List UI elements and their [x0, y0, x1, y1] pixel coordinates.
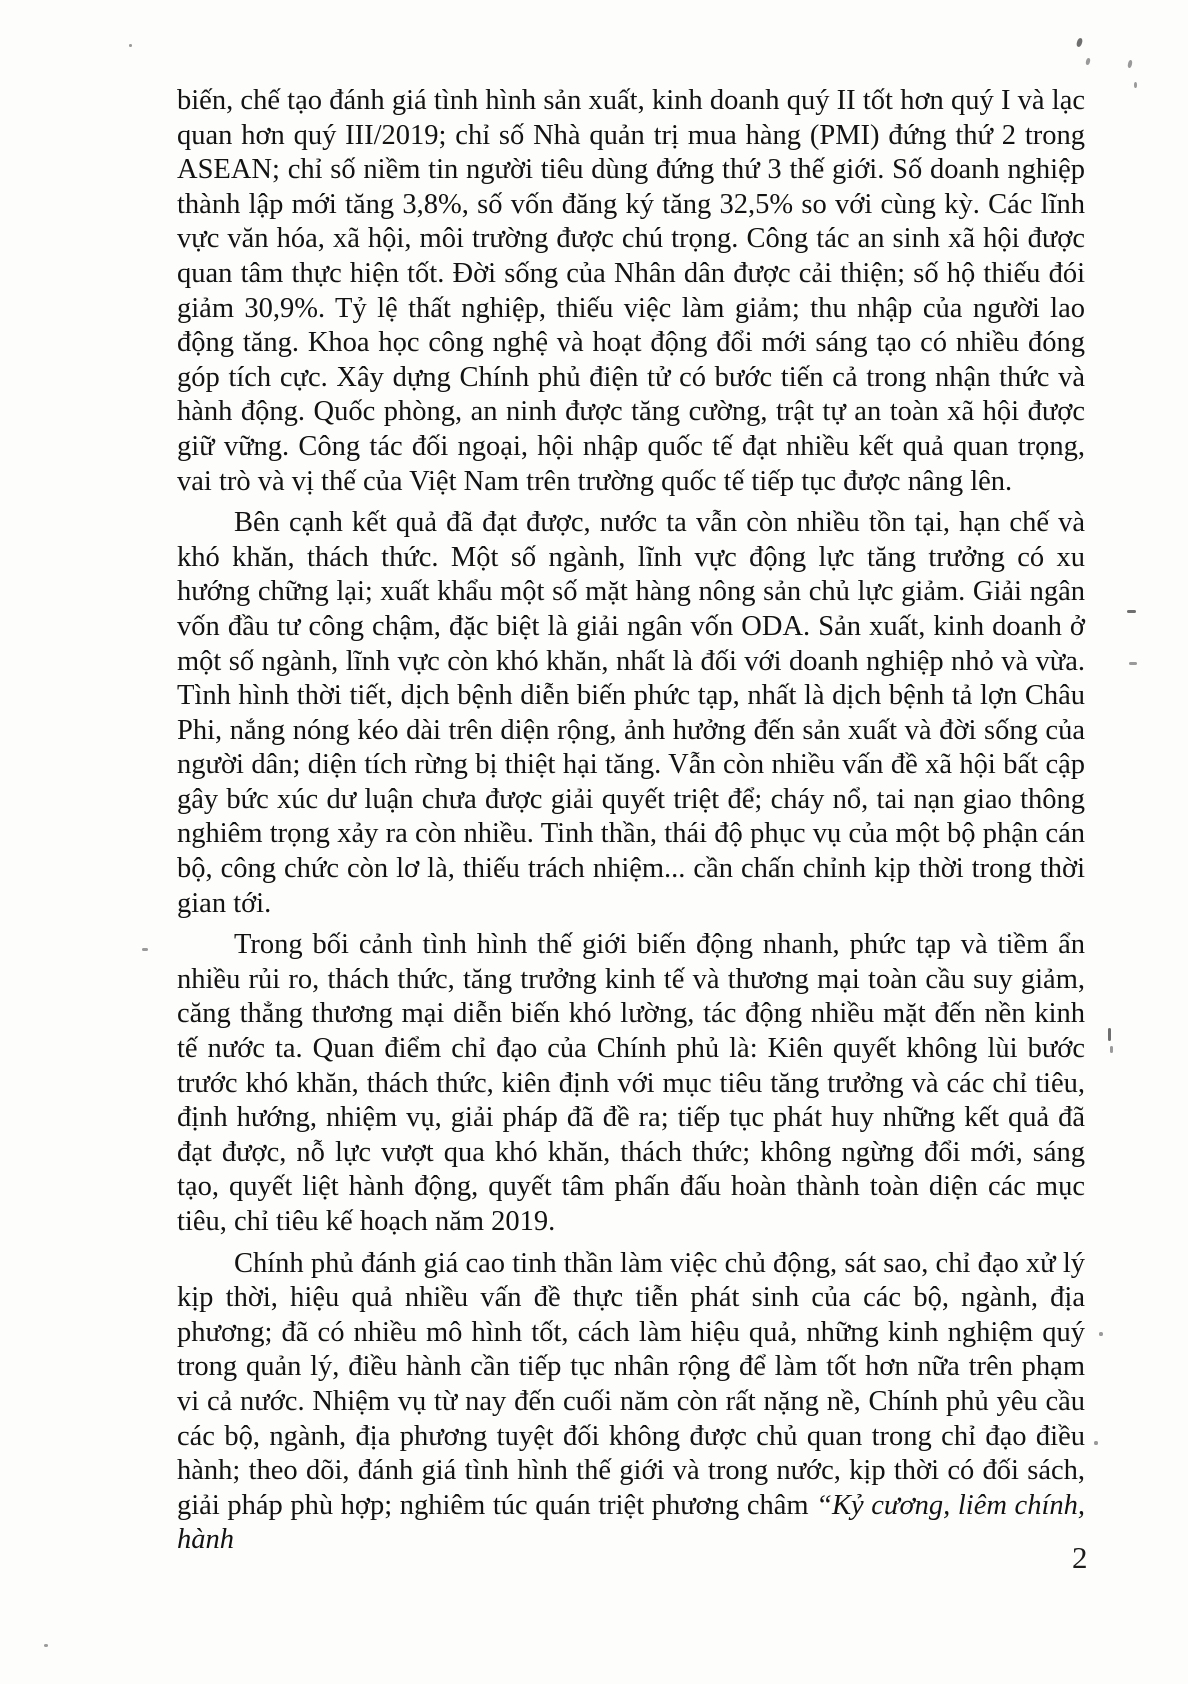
page-number: 2 — [1072, 1540, 1088, 1575]
paragraph-government-viewpoint: Trong bối cảnh tình hình thế giới biến động nhanh, phức tạp và tiềm ẩn nhiều rủi ro, thách thức, tăng trưởng kinh tế và thương mại toàn cầu suy giảm, căng thẳng thương mại diễn biến khó lường, tác động nhiều mặt đến nền kinh tế nước ta. Quan điểm chỉ đạo của Chính phủ là: Kiên quyết không lùi bước trước khó khăn, thách thức, kiên định với mục tiêu tăng trưởng và các chỉ tiêu, định hướng, nhiệm vụ, giải pháp đã đề ra; tiếp tục phát huy những kết quả đã đạt được, nỗ lực vượt qua khó khăn, thách thức; không ngừng đổi mới, sáng tạo, quyết liệt hành động, quyết tâm phấn đấu hoàn thành toàn diện các mục tiêu, chỉ tiêu kế hoạch năm 2019. — [177, 929, 1085, 1237]
scan-speckle — [1099, 1332, 1103, 1336]
paragraph-results-overview: biến, chế tạo đánh giá tình hình sản xuất, kinh doanh quý II tốt hơn quý I và lạc quan hơn quý III/2019; chỉ số Nhà quản trị mua hàng (PMI) đứng thứ 2 trong ASEAN; chỉ số niềm tin người tiêu dùng đứng thứ 3 thế giới. Số doanh nghiệp thành lập mới tăng 3,8%, số vốn đăng ký tăng 32,5% so với cùng kỳ. Các lĩnh vực văn hóa, xã hội, môi trường được chú trọng. Công tác an sinh xã hội được quan tâm thực hiện tốt. Đời sống của Nhân dân được cải thiện; số hộ thiếu đói giảm 30,9%. Tỷ lệ thất nghiệp, thiếu việc làm giảm; thu nhập của người lao động tăng. Khoa học công nghệ và hoạt động đổi mới sáng tạo có nhiều đóng góp tích cực. Xây dựng Chính phủ điện tử có bước tiến cả trong nhận thức và hành động. Quốc phòng, an ninh được tăng cường, trật tự an toàn xã hội được giữ vững. Công tác đối ngoại, hội nhập quốc tế đạt nhiều kết quả quan trọng, vai trò và vị thế của Việt Nam trên trường quốc tế tiếp tục được nâng lên. — [177, 85, 1085, 497]
scan-speckle — [1129, 662, 1137, 665]
page-body-text — [177, 84, 1085, 1565]
scan-speckle — [1134, 82, 1137, 88]
scan-speckle — [1076, 37, 1084, 47]
scan-speckle — [1108, 1028, 1111, 1041]
scan-speckle — [142, 948, 148, 951]
paragraph-government-request — [177, 1247, 1085, 1558]
scan-speckle — [129, 44, 132, 47]
scan-speckle — [44, 1644, 48, 1647]
motto-quote: “Kỷ cương, liêm chính, hành — [177, 1489, 1085, 1556]
scan-speckle — [1110, 1046, 1113, 1053]
scan-speckle — [1094, 1441, 1098, 1445]
scan-speckle — [1127, 610, 1136, 613]
scan-speckle — [1127, 60, 1133, 69]
paragraph-shortcomings: Bên cạnh kết quả đã đạt được, nước ta vẫn còn nhiều tồn tại, hạn chế và khó khăn, thách thức. Một số ngành, lĩnh vực động lực tăng trưởng có xu hướng chững lại; xuất khẩu một số mặt hàng nông sản chủ lực giảm. Giải ngân vốn đầu tư công chậm, đặc biệt là giải ngân vốn ODA. Sản xuất, kinh doanh ở một số ngành, lĩnh vực còn khó khăn, nhất là đối với doanh nghiệp nhỏ và vừa. Tình hình thời tiết, dịch bệnh diễn biến phức tạp, nhất là dịch bệnh tả lợn Châu Phi, nắng nóng kéo dài trên diện rộng, ảnh hưởng đến sản xuất và đời sống của người dân; diện tích rừng bị thiệt hại tăng. Vẫn còn nhiều vấn đề xã hội bất cập gây bức xúc dư luận chưa được giải quyết triệt để; cháy nổ, tai nạn giao thông nghiêm trọng xảy ra còn nhiều. Tinh thần, thái độ phục vụ của một bộ phận cán bộ, công chức còn lơ là, thiếu trách nhiệm... cần chấn chỉnh kịp thời trong thời gian tới. — [177, 507, 1085, 919]
paragraph-government-request-text: Chính phủ đánh giá cao tinh thần làm việc chủ động, sát sao, chỉ đạo xử lý kịp thời, hiệu quả nhiều vấn đề thực tiễn phát sinh của các bộ, ngành, địa phương; đã có nhiều mô hình tốt, cách làm hiệu quả, những kinh nghiệm quý trong quản lý, điều hành cần tiếp tục nhân rộng để làm tốt hơn nữa trên phạm vi cả nước. Nhiệm vụ từ nay đến cuối năm còn rất nặng nề, Chính phủ yêu cầu các bộ, ngành, địa phương tuyệt đối không được chủ quan trong chỉ đạo điều hành; theo dõi, đánh giá tình hình thế giới và trong nước, kịp thời có đối sách, giải pháp phù hợp; nghiêm túc quán triệt phương châm — [177, 1247, 1085, 1521]
scan-speckle — [1085, 58, 1091, 66]
